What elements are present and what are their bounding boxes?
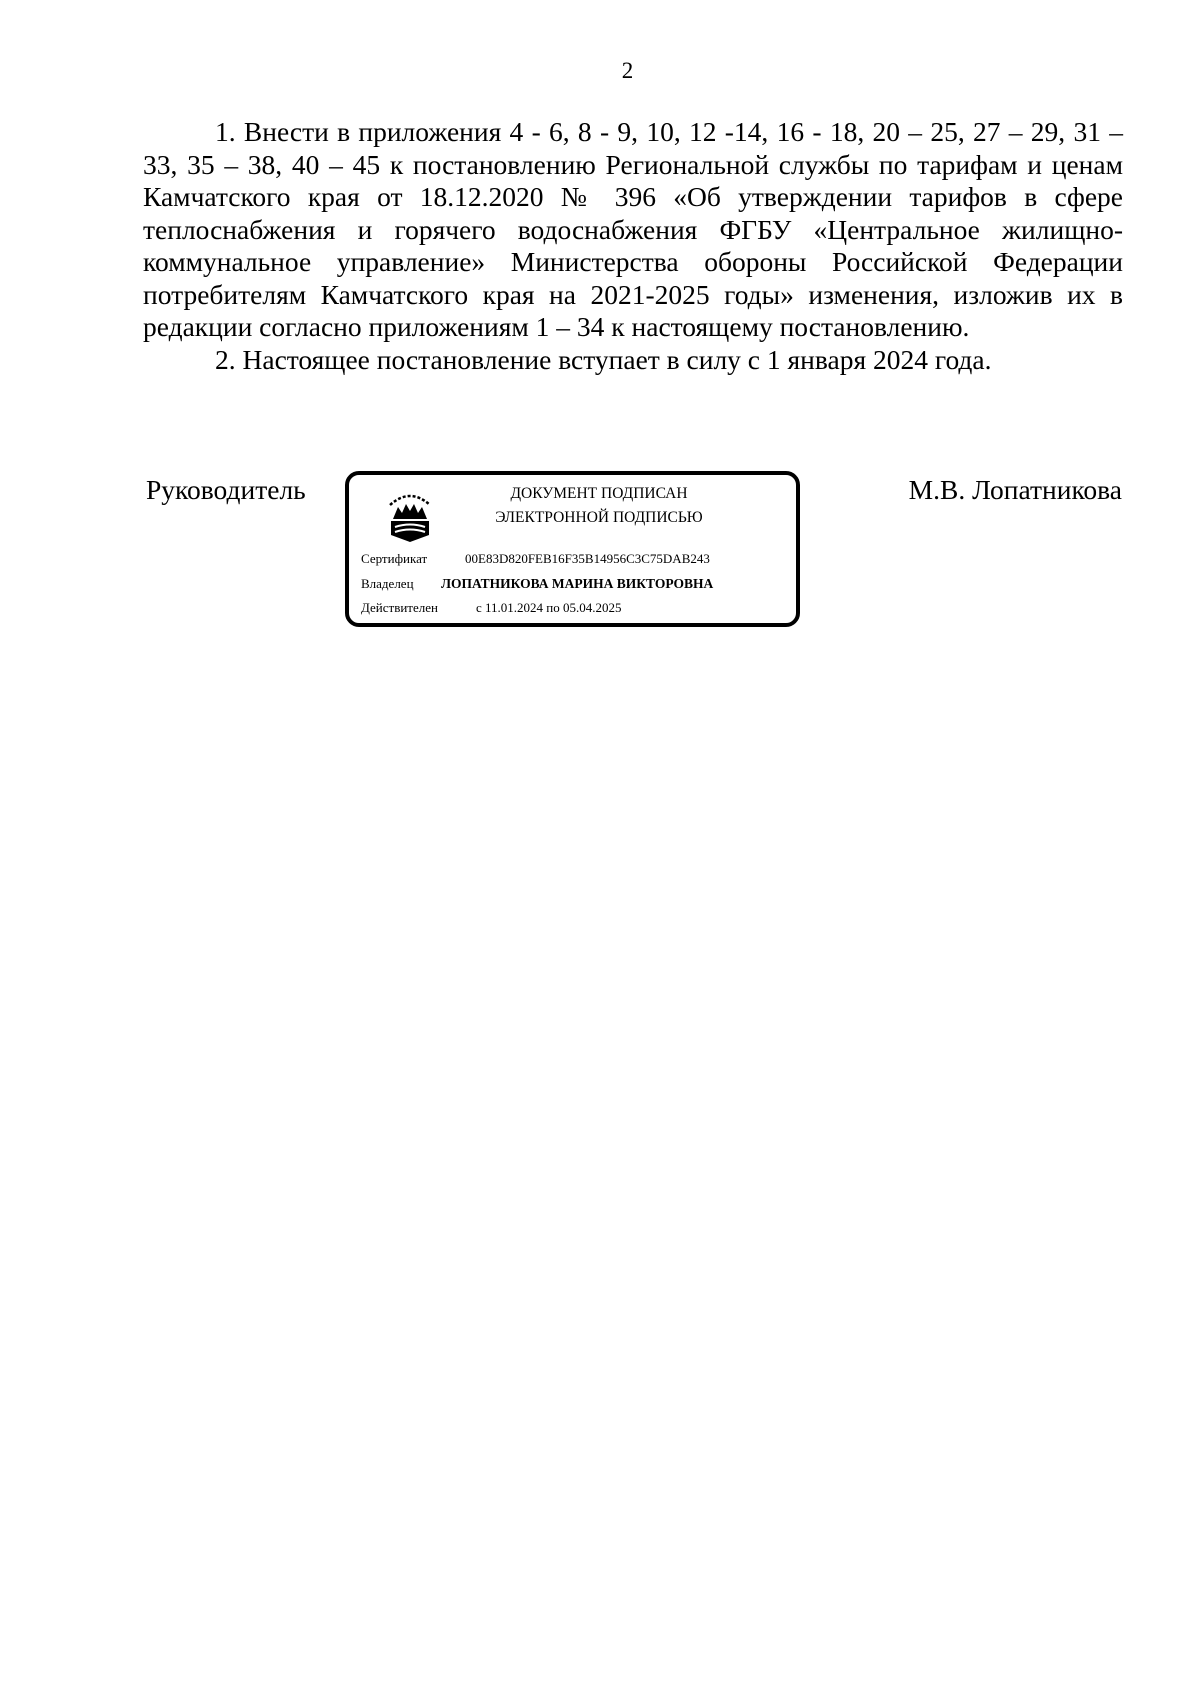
validity-label: Действителен [361,600,438,615]
paragraph-1: 1. Внести в приложения 4 - 6, 8 - 9, 10, 12 -14, 16 - 18, 20 – 25, 27 – 29, 31 – 33, 35 – 38, 40 – 45 к постановлению Региональной службы по тарифам и ценам Камчатского края от 18.12.2020 № 396 «Об утверждении тарифов в сфере теплоснабжения и горячего водоснабжения ФГБУ «Центральное жилищно-коммунальное управление» Министерства обороны Российской Федерации потребителям Камчатского края на 2021-2025 годы» изменения, изложив их в редакции согласно приложениям 1 – 34 к настоящему постановлению. [143,116,1123,342]
signatory-name: М.В. Лопатникова [908,474,1122,505]
kamchatka-coat-of-arms-icon [385,489,435,543]
electronic-signature-stamp [345,471,800,627]
certificate-value: 00E83D820FEB16F35B14956C3C75DAB243 [465,551,710,566]
owner-value: ЛОПАТНИКОВА МАРИНА ВИКТОРОВНА [441,576,714,591]
signatory-role: Руководитель [146,474,306,505]
paragraph-2: 2. Настоящее постановление вступает в силу с 1 января 2024 года. [215,344,992,375]
stamp-validity-row [361,600,622,616]
stamp-certificate-row [361,551,710,567]
stamp-title-line-2: ЭЛЕКТРОННОЙ ПОДПИСЬЮ [495,509,703,526]
validity-value: с 11.01.2024 по 05.04.2025 [476,600,622,615]
certificate-label: Сертификат [361,551,428,566]
page-number: 2 [621,58,634,83]
owner-label: Владелец [361,576,414,591]
stamp-owner-row [361,576,713,592]
stamp-title-line-1: ДОКУМЕНТ ПОДПИСАН [510,485,688,502]
